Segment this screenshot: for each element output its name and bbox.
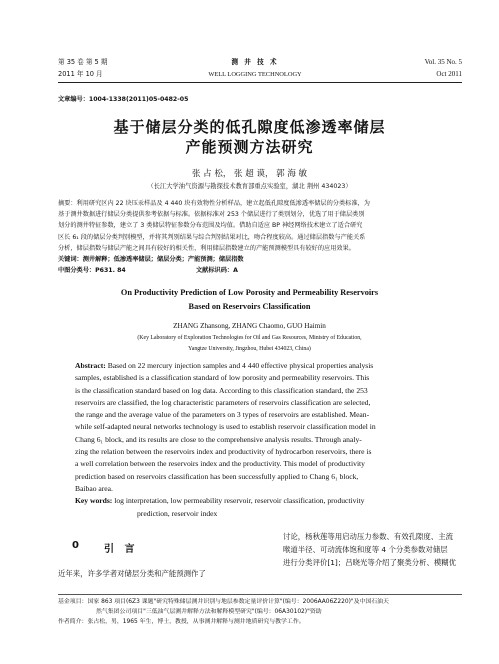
keywords-en-line1: log interpretation, low permeability reservoir, reservoir classification, productivity bbox=[112, 496, 365, 506]
keywords-en-line2: prediction, reservoir index bbox=[137, 508, 218, 518]
journal-date-en: Oct 2011 bbox=[436, 70, 462, 78]
keywords-en-label: Key words: bbox=[75, 496, 113, 506]
clc-number: 中图分类号：P631. 84 bbox=[58, 267, 126, 274]
abstract-en-label: Abstract: bbox=[75, 361, 106, 370]
journal-name-en: WELL LOGGING TECHNOLOGY bbox=[208, 71, 302, 78]
journal-volume: 第 35 卷 第 5 期 bbox=[58, 58, 108, 66]
abstract-en-line: Chang 6₁ block, and its results are close to the comprehensive analysis results. Through analy- bbox=[75, 434, 362, 444]
fund-line2: 然气集团公司项目"三低油气层测井解释方法和解释模型研究"(编号：06A30102)"资助 bbox=[96, 609, 322, 615]
section-right-line: 喉道半径、可动流体饱和度等 4 个分类参数对储层 bbox=[283, 545, 448, 554]
author-info: 作者简介：张占松，男，1965 年生，博士，教授，从事测井解释与测井地质研究与教学工作。 bbox=[58, 619, 305, 625]
section-right-line: 讨论，杨秋莲等用启动压力参数、有效孔隙度、主流 bbox=[283, 532, 453, 541]
authors-cn: 张 占 松， 张 超 谟， 郭 海 敏 bbox=[191, 169, 308, 179]
authors-en: ZHANG Zhansong, ZHANG Chaomo, GUO Haimin bbox=[173, 322, 326, 330]
abstract-en bbox=[75, 360, 461, 520]
title-cn-line1: 基于储层分类的低孔隙度低渗透率储层 bbox=[113, 118, 386, 136]
abstract-en-line: is the classification standard based on log data. According to this classification standard, the 253 bbox=[75, 385, 368, 395]
abstract-cn bbox=[58, 198, 468, 254]
abstract-cn-line: 分析，储层指数与储层产能之间具有较好的相关性，利用储层指数建立的产能预测模型具有较好的应用效果。 bbox=[58, 244, 355, 252]
affiliation-en-line2: Yangtze University, Jingzhou, Hubei 434023, China) bbox=[188, 346, 311, 352]
journal-name-cn: 测 井 技 术 bbox=[231, 58, 279, 66]
section-title: 引 言 bbox=[104, 544, 135, 555]
abstract-en-line: samples, established is a classification standard of low porosity and permeability reservoirs. This bbox=[75, 373, 370, 383]
section-right-text bbox=[283, 530, 456, 569]
header-rule bbox=[58, 82, 462, 83]
title-cn-line2: 产能预测方法研究 bbox=[185, 138, 314, 156]
affiliation-cn: （长江大学油气资源与勘探技术教育部重点实验室，湖北 荆州 434023） bbox=[147, 183, 352, 190]
fund-line1: 基金项目：国家 863 项目(6Z3 课题"研究特殊储层测井识别与地层参数定量评价计算"(编号：2006AA06Z220)"及中国石油天 bbox=[58, 599, 389, 605]
journal-date: 2011 年 10 月 bbox=[58, 70, 103, 78]
abstract-en-line: Baibao area. bbox=[75, 483, 113, 493]
abstract-cn-line: 摘要：利用研究区内 22 块压汞样品及 4 440 块有效物性分析样品，建立起低孔隙度低渗透率储层的分类标准，为 bbox=[58, 200, 370, 207]
title-en-line2: Based on Reservoirs Classification bbox=[188, 302, 311, 311]
journal-vol-en: Vol. 35 No. 5 bbox=[424, 58, 462, 66]
footnotes bbox=[58, 597, 468, 627]
footnote-rule bbox=[58, 594, 462, 595]
abstract-en-line: prediction based on reservoirs classification has been successfully applied to Chang 6₁ block, bbox=[75, 471, 359, 481]
keywords-cn: 关键词：测井解释；低渗透率储层；储层分类；产能预测；储层指数 bbox=[58, 256, 244, 263]
title-en-line1: On Productivity Prediction of Low Porosity and Permeability Reservoirs bbox=[120, 288, 379, 297]
abstract-en-line: the range and the average value of the parameters on 3 types of reservoirs are established. Mean- bbox=[75, 410, 370, 420]
abstract-cn-line: 基于测井数据进行储层分类提供参考依据与标准。依据标准对 253 个储层进行了类别划分，优选了用于储层类别 bbox=[58, 211, 365, 219]
abstract-en-line: Based on 22 mercury injection samples and 4 440 effective physical properties analysis bbox=[105, 361, 374, 370]
section-number: 0 bbox=[72, 540, 79, 551]
abstract-en-line: a well correlation between the reservoirs index and the productivity. This model of productivity bbox=[75, 459, 365, 469]
affiliation-en-line1: (Key Laboratory of Exploration Technologies for Oil and Gas Resources, Ministry of Education, bbox=[137, 335, 362, 341]
abstract-cn-line: 划分的测井特征参数，建立了 3 类储层特征参数分布范围及均值。借助自适应 BP 神经网络技术建立了适合研究 bbox=[58, 222, 363, 230]
section-left-text: 近年来，许多学者对储层分类和产能预测作了 bbox=[58, 569, 206, 578]
article-id: 文章编号：1004-1338(2011)05-0482-05 bbox=[58, 96, 189, 103]
abstract-en-line: while self-adapted neural networks technology is used to establish reservoir classification model in bbox=[75, 422, 376, 432]
doc-code: 文献标识码：A bbox=[196, 267, 238, 274]
abstract-cn-line: 区长 6₁ 段的储层分类判别模型，并将其判别结果与综合判别结果对比，吻合程度较高。通过储层指数与产能关系 bbox=[58, 233, 366, 241]
section-right-line: 进行分类评价[1]；吕晓光等介绍了聚类分析、模糊优 bbox=[283, 558, 457, 567]
abstract-en-line: zing the relation between the reservoirs index and productivity of hydrocarbon reservoirs, there is bbox=[75, 447, 372, 457]
abstract-en-line: reservoirs are classified, the log characteristic parameters of reservoirs classification are selected, bbox=[75, 397, 371, 407]
